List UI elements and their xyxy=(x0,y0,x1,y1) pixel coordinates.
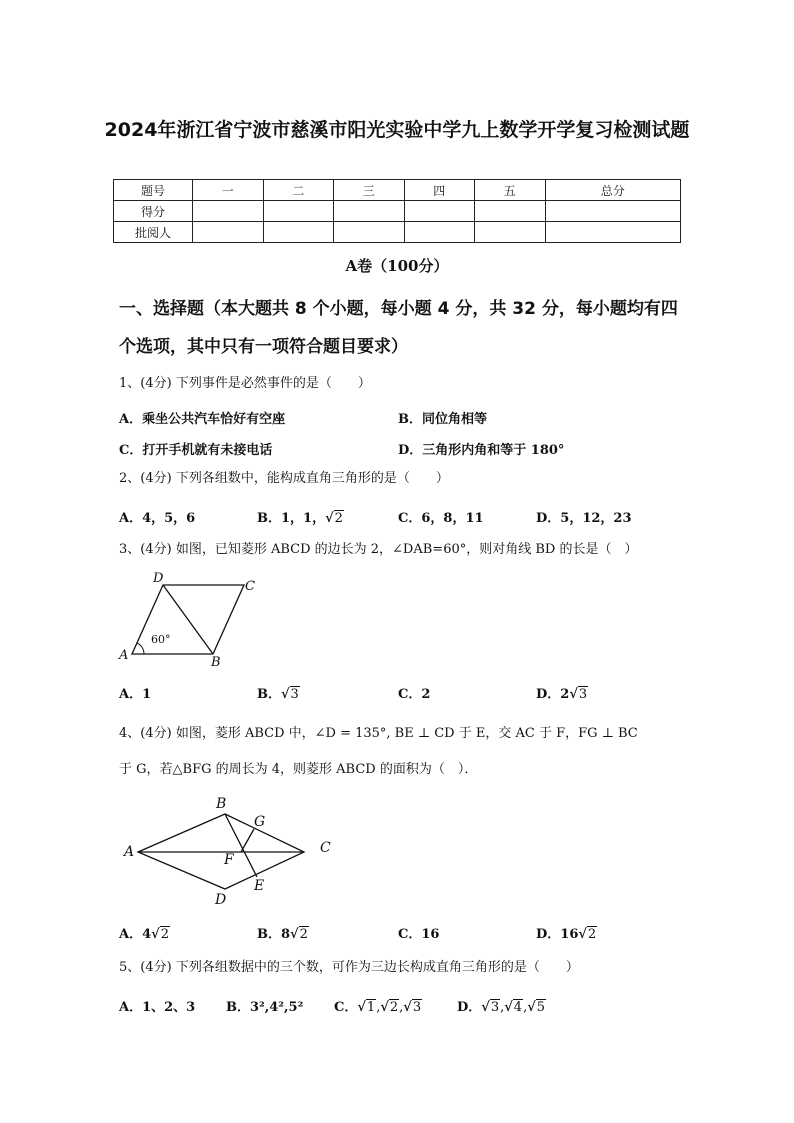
q4-option-a-radicand: 2 xyxy=(160,927,169,942)
q4-option-a-prefix: A．4 xyxy=(119,927,152,942)
q4-option-d-radicand: 2 xyxy=(587,927,597,942)
sqrt-radical: √1 xyxy=(357,1000,376,1015)
q4-option-b-prefix: B．8 xyxy=(257,927,291,942)
grader-cell[interactable] xyxy=(404,222,475,243)
q5-option-c-prefix: C． xyxy=(334,1000,358,1015)
q4-label-e: E xyxy=(254,878,265,894)
q5-option-d-radicand-1: 3 xyxy=(490,1000,500,1015)
q3-stem: 3、(4分) 如图，已知菱形 ABCD 的边长为 2，∠DAB=60°，则对角线 BD 的长是（ ） xyxy=(119,542,638,557)
q5-option-d-prefix: D． xyxy=(457,1000,482,1015)
header-cell: 三 xyxy=(334,180,405,201)
q4-stem-line1: 4、(4分) 如图，菱形 ABCD 中，∠D = 135°, BE ⊥ CD 于 E，交 AC 于 F，FG ⊥ BC xyxy=(119,726,638,741)
q3-option-b[interactable] xyxy=(257,683,300,702)
q5-stem: 5、(4分) 下列各组数据中的三个数，可作为三边长构成直角三角形的是（ ） xyxy=(119,960,579,975)
q2-option-d[interactable]: D．5，12，23 xyxy=(536,511,632,526)
q4-label-d: D xyxy=(215,892,227,908)
score-row-label: 得分 xyxy=(114,201,193,222)
q1-option-b[interactable]: B．同位角相等 xyxy=(398,412,487,427)
header-cell: 题号 xyxy=(114,180,193,201)
header-cell: 五 xyxy=(475,180,546,201)
q3-label-d: D xyxy=(153,571,164,586)
q1-option-d[interactable]: D．三角形内角和等于 180° xyxy=(398,443,565,458)
document-title: 2024年浙江省宁波市慈溪市阳光实验中学九上数学开学复习检测试题 xyxy=(104,119,690,141)
sqrt-radical: √3 xyxy=(281,687,299,702)
sqrt-radical: √2 xyxy=(290,927,308,942)
header-cell: 总分 xyxy=(545,180,681,201)
comma: , xyxy=(500,1000,505,1015)
q4-label-c: C xyxy=(320,840,331,856)
q4-segment-fg xyxy=(241,829,254,852)
sqrt-radical: √5 xyxy=(527,1000,546,1015)
comma: , xyxy=(399,1000,404,1015)
q4-option-b[interactable] xyxy=(257,923,309,942)
q1-option-c[interactable]: C．打开手机就有未接电话 xyxy=(119,443,273,458)
sqrt-radical: √2 xyxy=(380,1000,399,1015)
grader-row-label: 批阅人 xyxy=(114,222,193,243)
sqrt-radical: √3 xyxy=(481,1000,500,1015)
score-cell[interactable] xyxy=(334,201,405,222)
q5-option-c-radicand-1: 1 xyxy=(366,1000,376,1015)
q5-option-d[interactable] xyxy=(457,996,546,1015)
q4-label-f: F xyxy=(224,852,234,868)
q5-option-c[interactable] xyxy=(334,996,422,1015)
q3-label-b: B xyxy=(211,655,221,670)
comma: , xyxy=(523,1000,528,1015)
q4-label-b: B xyxy=(216,796,227,812)
sqrt-radical: √2 xyxy=(151,927,169,942)
score-cell[interactable] xyxy=(475,201,546,222)
q5-option-c-radicand-3: 3 xyxy=(412,1000,422,1015)
q2-option-c[interactable]: C．6，8，11 xyxy=(398,511,484,526)
header-cell: 一 xyxy=(193,180,264,201)
sqrt-radical: √2 xyxy=(578,927,597,942)
header-cell: 二 xyxy=(263,180,334,201)
sqrt-radical: √3 xyxy=(569,687,588,702)
sqrt-radical: √3 xyxy=(403,1000,422,1015)
q3-option-b-radicand: 3 xyxy=(290,687,299,702)
q4-option-d-prefix: D．16 xyxy=(536,927,579,942)
q3-label-a: A xyxy=(119,648,129,663)
q4-option-c[interactable]: C．16 xyxy=(398,927,440,942)
q1-option-a[interactable]: A．乘坐公共汽车恰好有空座 xyxy=(119,412,286,427)
q5-option-c-radicand-2: 2 xyxy=(389,1000,399,1015)
q3-option-c[interactable]: C．2 xyxy=(398,687,431,702)
q5-option-b[interactable]: B．3²,4²,5² xyxy=(226,1000,304,1015)
grader-cell[interactable] xyxy=(475,222,546,243)
q2-option-a[interactable]: A．4，5，6 xyxy=(119,511,196,526)
section-a-title: A卷（100分） xyxy=(345,257,449,275)
header-cell: 四 xyxy=(404,180,475,201)
q2-stem: 2、(4分) 下列各组数中，能构成直角三角形的是（ ） xyxy=(119,471,449,486)
grader-cell[interactable] xyxy=(545,222,681,243)
score-cell[interactable] xyxy=(193,201,264,222)
grader-cell[interactable] xyxy=(334,222,405,243)
q4-stem-line2: 于 G，若△BFG 的周长为 4，则菱形 ABCD 的面积为（ ）． xyxy=(119,762,478,777)
q2-option-b-prefix: B．1，1， xyxy=(257,511,326,526)
score-cell[interactable] xyxy=(545,201,681,222)
grader-cell[interactable] xyxy=(193,222,264,243)
q4-option-d[interactable] xyxy=(536,923,597,942)
q3-rhombus-figure xyxy=(115,568,275,670)
q5-option-d-radicand-2: 4 xyxy=(513,1000,523,1015)
score-row xyxy=(114,201,681,222)
grader-cell[interactable] xyxy=(263,222,334,243)
q3-option-a[interactable]: A．1 xyxy=(119,687,152,702)
q3-option-b-prefix: B． xyxy=(257,687,281,702)
q2-option-b-radicand: 2 xyxy=(334,511,343,526)
q4-option-a[interactable] xyxy=(119,923,170,942)
q3-angle-arc xyxy=(137,643,144,654)
sqrt-radical: √4 xyxy=(504,1000,523,1015)
score-cell[interactable] xyxy=(263,201,334,222)
q2-option-b[interactable] xyxy=(257,507,344,526)
section-heading: 一、选择题（本大题共 8 个小题，每小题 4 分，共 32 分，每小题均有四个选项，其中只有一项符合题目要求） xyxy=(119,299,678,357)
q3-diagonal-bd xyxy=(163,585,213,654)
q3-label-c: C xyxy=(245,579,255,594)
score-table xyxy=(113,179,681,243)
score-table-header-row xyxy=(114,180,681,201)
q3-option-d-radicand: 3 xyxy=(578,687,588,702)
q4-label-a: A xyxy=(124,844,135,860)
q4-option-b-radicand: 2 xyxy=(299,927,308,942)
q3-option-d-prefix: D．2 xyxy=(536,687,570,702)
q5-option-d-radicand-3: 5 xyxy=(536,1000,546,1015)
score-cell[interactable] xyxy=(404,201,475,222)
q3-angle-label: 60° xyxy=(151,633,171,646)
q3-option-d[interactable] xyxy=(536,683,588,702)
q4-label-g: G xyxy=(254,814,266,830)
q1-stem: 1、(4分) 下列事件是必然事件的是（ ） xyxy=(119,376,371,391)
comma: , xyxy=(376,1000,381,1015)
sqrt-radical: √2 xyxy=(325,511,343,526)
grader-row xyxy=(114,222,681,243)
q5-option-a[interactable]: A．1、2、3 xyxy=(119,1000,196,1015)
q4-rhombus-figure xyxy=(120,794,340,910)
